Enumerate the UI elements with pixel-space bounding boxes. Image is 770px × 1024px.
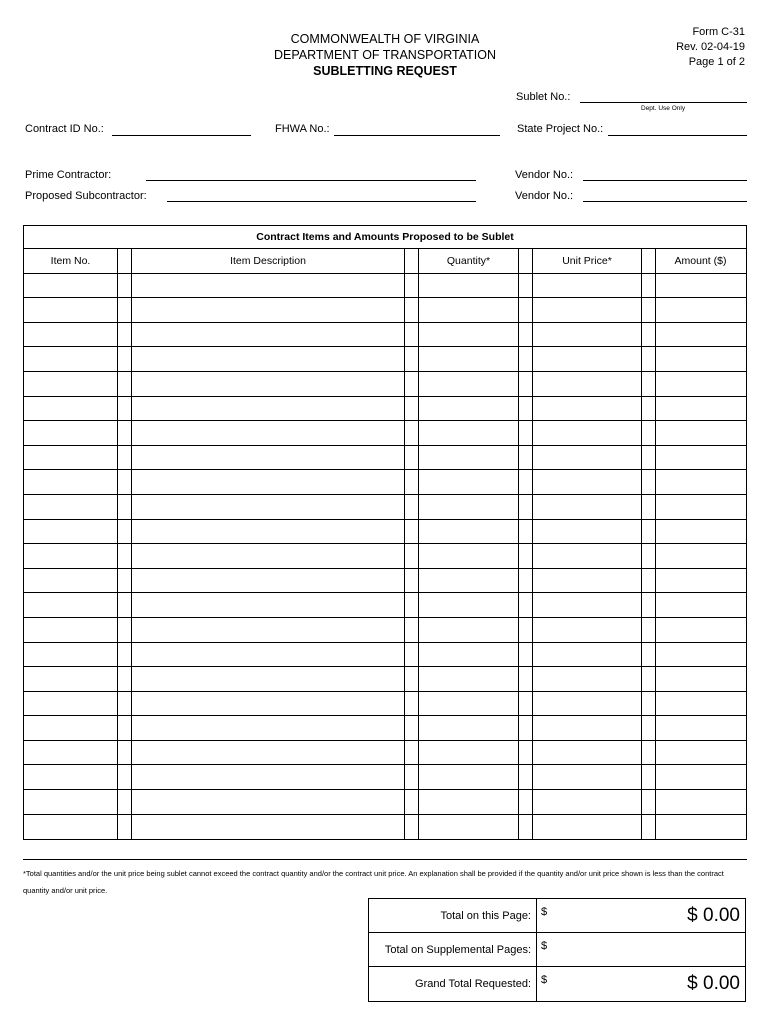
total-supplemental-row <box>369 933 745 967</box>
spacer-cell <box>642 618 656 642</box>
table-header-row <box>24 249 746 274</box>
spacer-cell <box>118 421 132 445</box>
table-row <box>24 692 746 717</box>
spacer-cell <box>642 274 656 298</box>
unit-price-cell[interactable] <box>533 618 642 642</box>
form-number: Form C-31 <box>692 26 745 38</box>
unit-price-cell[interactable] <box>533 274 642 298</box>
item-no-cell[interactable] <box>24 298 118 322</box>
unit-price-cell[interactable] <box>533 667 642 691</box>
unit-price-cell[interactable] <box>533 790 642 814</box>
item-no-cell[interactable] <box>24 323 118 347</box>
amount-cell[interactable] <box>656 618 745 642</box>
grand-total-value: $ 0.00 <box>687 973 740 994</box>
fhwa-no-field[interactable] <box>334 135 500 136</box>
total-page-field[interactable] <box>537 899 745 932</box>
spacer-cell <box>405 815 419 840</box>
spacer-cell <box>118 470 132 494</box>
spacer-cell <box>642 520 656 544</box>
spacer-cell <box>118 569 132 593</box>
spacer-cell <box>118 765 132 789</box>
spacer-cell <box>519 323 533 347</box>
quantity-cell[interactable] <box>419 495 519 519</box>
item-no-cell[interactable] <box>24 643 118 667</box>
item-no-cell[interactable] <box>24 569 118 593</box>
amount-cell[interactable] <box>656 298 745 322</box>
quantity-cell[interactable] <box>419 397 519 421</box>
item-no-cell[interactable] <box>24 397 118 421</box>
unit-price-cell[interactable] <box>533 643 642 667</box>
spacer-cell <box>642 446 656 470</box>
item-no-cell[interactable] <box>24 593 118 617</box>
spacer-cell <box>405 421 419 445</box>
unit-price-cell[interactable] <box>533 520 642 544</box>
unit-price-cell[interactable] <box>533 593 642 617</box>
unit-price-cell[interactable] <box>533 815 642 840</box>
unit-price-cell[interactable] <box>533 298 642 322</box>
agency-name: COMMONWEALTH OF VIRGINIA <box>290 32 480 46</box>
amount-cell[interactable] <box>656 643 745 667</box>
spacer-cell <box>118 446 132 470</box>
unit-price-cell[interactable] <box>533 544 642 568</box>
unit-price-cell[interactable] <box>533 446 642 470</box>
quantity-cell[interactable] <box>419 298 519 322</box>
spacer-cell <box>118 274 132 298</box>
prime-contractor-field[interactable] <box>146 180 476 181</box>
total-page-label: Total on this Page: <box>369 899 537 932</box>
table-row <box>24 569 746 594</box>
quantity-cell[interactable] <box>419 667 519 691</box>
description-cell[interactable] <box>132 274 405 298</box>
table-row <box>24 298 746 323</box>
total-supplemental-label: Total on Supplemental Pages: <box>369 933 537 966</box>
quantity-cell[interactable] <box>419 372 519 396</box>
dept-use-only-note: Dept. Use Only <box>641 105 686 112</box>
quantity-cell[interactable] <box>419 765 519 789</box>
spacer-cell <box>118 593 132 617</box>
table-row <box>24 347 746 372</box>
spacer-cell <box>405 323 419 347</box>
spacer-cell <box>642 643 656 667</box>
spacer-cell <box>519 667 533 691</box>
spacer-cell <box>405 790 419 814</box>
amount-cell[interactable] <box>656 765 745 789</box>
quantity-cell[interactable] <box>419 815 519 840</box>
spacer-cell <box>405 716 419 740</box>
spacer-cell <box>519 741 533 765</box>
spacer-cell <box>118 790 132 814</box>
unit-price-cell[interactable] <box>533 495 642 519</box>
description-cell[interactable] <box>132 397 405 421</box>
col-spacer <box>642 249 656 273</box>
unit-price-cell[interactable] <box>533 716 642 740</box>
quantity-cell[interactable] <box>419 790 519 814</box>
table-row <box>24 520 746 545</box>
quantity-cell[interactable] <box>419 421 519 445</box>
spacer-cell <box>118 520 132 544</box>
amount-cell[interactable] <box>656 716 745 740</box>
amount-cell[interactable] <box>656 815 745 840</box>
spacer-cell <box>642 421 656 445</box>
description-cell[interactable] <box>132 470 405 494</box>
quantity-cell[interactable] <box>419 544 519 568</box>
amount-cell[interactable] <box>656 372 745 396</box>
amount-cell[interactable] <box>656 470 745 494</box>
item-no-cell[interactable] <box>24 618 118 642</box>
col-spacer <box>519 249 533 273</box>
spacer-cell <box>118 741 132 765</box>
total-page-row <box>369 899 745 933</box>
amount-cell[interactable] <box>656 397 745 421</box>
contract-id-field[interactable] <box>112 135 251 136</box>
item-no-cell[interactable] <box>24 372 118 396</box>
spacer-cell <box>519 790 533 814</box>
table-row <box>24 618 746 643</box>
total-supplemental-field[interactable] <box>537 933 745 966</box>
sublet-no-label: Sublet No.: <box>516 91 571 103</box>
totals-box <box>368 898 746 1002</box>
spacer-cell <box>519 372 533 396</box>
spacer-cell <box>519 716 533 740</box>
spacer-cell <box>642 815 656 840</box>
spacer-cell <box>405 495 419 519</box>
state-project-no-label: State Project No.: <box>517 123 604 135</box>
table-row <box>24 643 746 668</box>
spacer-cell <box>118 618 132 642</box>
grand-total-label: Grand Total Requested: <box>369 967 537 1001</box>
item-no-cell[interactable] <box>24 274 118 298</box>
description-cell[interactable] <box>132 298 405 322</box>
currency-symbol: $ <box>541 974 548 986</box>
spacer-cell <box>405 569 419 593</box>
amount-cell[interactable] <box>656 347 745 371</box>
spacer-cell <box>519 520 533 544</box>
item-no-cell[interactable] <box>24 446 118 470</box>
unit-price-cell[interactable] <box>533 397 642 421</box>
amount-cell[interactable] <box>656 323 745 347</box>
spacer-cell <box>519 446 533 470</box>
spacer-cell <box>642 593 656 617</box>
spacer-cell <box>642 790 656 814</box>
spacer-cell <box>405 643 419 667</box>
spacer-cell <box>405 765 419 789</box>
amount-cell[interactable] <box>656 520 745 544</box>
spacer-cell <box>519 593 533 617</box>
spacer-cell <box>405 618 419 642</box>
unit-price-cell[interactable] <box>533 347 642 371</box>
description-cell[interactable] <box>132 323 405 347</box>
table-row <box>24 274 746 299</box>
amount-cell[interactable] <box>656 790 745 814</box>
spacer-cell <box>642 569 656 593</box>
table-row <box>24 446 746 471</box>
spacer-cell <box>519 618 533 642</box>
table-row <box>24 593 746 618</box>
item-no-cell[interactable] <box>24 520 118 544</box>
vendor-no-label-1: Vendor No.: <box>515 169 574 181</box>
spacer-cell <box>519 347 533 371</box>
grand-total-row <box>369 967 745 1001</box>
grand-total-field[interactable] <box>537 967 745 1001</box>
table-row <box>24 323 746 348</box>
spacer-cell <box>642 741 656 765</box>
quantity-cell[interactable] <box>419 593 519 617</box>
table-row <box>24 397 746 422</box>
spacer-cell <box>519 815 533 840</box>
spacer-cell <box>519 643 533 667</box>
footnote: *Total quantities and/or the unit price being sublet cannot exceed the contract quantity and/or the contract unit price. An explanation shall be provided if the quantity and/or unit price shown is less than the contract quantity and/or unit price. <box>23 869 724 895</box>
spacer-cell <box>405 397 419 421</box>
amount-cell[interactable] <box>656 692 745 716</box>
spacer-cell <box>519 569 533 593</box>
description-cell[interactable] <box>132 520 405 544</box>
spacer-cell <box>642 470 656 494</box>
spacer-cell <box>642 692 656 716</box>
description-cell[interactable] <box>132 815 405 840</box>
unit-price-cell[interactable] <box>533 372 642 396</box>
spacer-cell <box>642 667 656 691</box>
item-no-cell[interactable] <box>24 421 118 445</box>
spacer-cell <box>519 274 533 298</box>
description-cell[interactable] <box>132 372 405 396</box>
spacer-cell <box>118 667 132 691</box>
spacer-cell <box>642 495 656 519</box>
description-cell[interactable] <box>132 446 405 470</box>
amount-cell[interactable] <box>656 741 745 765</box>
spacer-cell <box>118 643 132 667</box>
spacer-cell <box>642 397 656 421</box>
table-row <box>24 741 746 766</box>
description-cell[interactable] <box>132 643 405 667</box>
table-row <box>24 790 746 815</box>
spacer-cell <box>405 274 419 298</box>
description-cell[interactable] <box>132 347 405 371</box>
spacer-cell <box>405 347 419 371</box>
amount-cell[interactable] <box>656 544 745 568</box>
spacer-cell <box>405 520 419 544</box>
spacer-cell <box>642 347 656 371</box>
state-project-no-field[interactable] <box>608 135 747 136</box>
description-cell[interactable] <box>132 716 405 740</box>
amount-cell[interactable] <box>656 446 745 470</box>
spacer-cell <box>519 692 533 716</box>
quantity-cell[interactable] <box>419 520 519 544</box>
table-row <box>24 470 746 495</box>
prime-contractor-label: Prime Contractor: <box>25 169 112 181</box>
vendor-no-label-2: Vendor No.: <box>515 190 574 202</box>
table-title: Contract Items and Amounts Proposed to be Sublet <box>24 226 746 249</box>
total-page-value: $ 0.00 <box>687 905 740 926</box>
spacer-cell <box>405 470 419 494</box>
unit-price-cell[interactable] <box>533 470 642 494</box>
description-cell[interactable] <box>132 667 405 691</box>
spacer-cell <box>642 765 656 789</box>
spacer-cell <box>642 372 656 396</box>
table-row <box>24 495 746 520</box>
vendor-no-field-1[interactable] <box>583 180 747 181</box>
spacer-cell <box>118 347 132 371</box>
table-row <box>24 815 746 840</box>
quantity-cell[interactable] <box>419 347 519 371</box>
spacer-cell <box>118 397 132 421</box>
col-spacer <box>405 249 419 273</box>
quantity-cell[interactable] <box>419 716 519 740</box>
item-no-cell[interactable] <box>24 741 118 765</box>
description-cell[interactable] <box>132 544 405 568</box>
amount-cell[interactable] <box>656 274 745 298</box>
spacer-cell <box>519 765 533 789</box>
spacer-cell <box>519 421 533 445</box>
spacer-cell <box>519 470 533 494</box>
form-title: SUBLETTING REQUEST <box>313 64 457 78</box>
table-row <box>24 372 746 397</box>
col-amount: Amount ($) <box>674 254 727 267</box>
page-indicator: Page 1 of 2 <box>688 56 745 68</box>
quantity-cell[interactable] <box>419 618 519 642</box>
table-body <box>24 274 746 840</box>
amount-cell[interactable] <box>656 421 745 445</box>
amount-cell[interactable] <box>656 495 745 519</box>
quantity-cell[interactable] <box>419 643 519 667</box>
description-cell[interactable] <box>132 495 405 519</box>
spacer-cell <box>118 495 132 519</box>
spacer-cell <box>519 544 533 568</box>
item-no-cell[interactable] <box>24 495 118 519</box>
spacer-cell <box>118 692 132 716</box>
spacer-cell <box>519 298 533 322</box>
quantity-cell[interactable] <box>419 741 519 765</box>
spacer-cell <box>118 544 132 568</box>
description-cell[interactable] <box>132 569 405 593</box>
spacer-cell <box>405 593 419 617</box>
unit-price-cell[interactable] <box>533 692 642 716</box>
item-no-cell[interactable] <box>24 765 118 789</box>
col-item-no: Item No. <box>24 249 118 273</box>
divider <box>23 859 747 860</box>
proposed-subcontractor-field[interactable] <box>167 201 476 202</box>
spacer-cell <box>405 692 419 716</box>
item-no-cell[interactable] <box>24 347 118 371</box>
quantity-cell[interactable] <box>419 323 519 347</box>
quantity-cell[interactable] <box>419 692 519 716</box>
table-row <box>24 716 746 741</box>
spacer-cell <box>118 815 132 840</box>
quantity-cell[interactable] <box>419 274 519 298</box>
contract-id-label: Contract ID No.: <box>25 123 104 135</box>
table-row <box>24 765 746 790</box>
quantity-cell[interactable] <box>419 446 519 470</box>
spacer-cell <box>642 323 656 347</box>
table-row <box>24 667 746 692</box>
item-no-cell[interactable] <box>24 790 118 814</box>
proposed-subcontractor-label: Proposed Subcontractor: <box>25 190 147 202</box>
form-revision: Rev. 02-04-19 <box>676 41 745 53</box>
currency-symbol: $ <box>541 906 548 918</box>
description-cell[interactable] <box>132 593 405 617</box>
unit-price-cell[interactable] <box>533 323 642 347</box>
col-spacer <box>118 249 132 273</box>
col-quantity: Quantity* <box>419 249 519 273</box>
unit-price-cell[interactable] <box>533 569 642 593</box>
description-cell[interactable] <box>132 765 405 789</box>
items-table <box>23 225 747 840</box>
amount-cell[interactable] <box>656 667 745 691</box>
item-no-cell[interactable] <box>24 815 118 840</box>
description-cell[interactable] <box>132 790 405 814</box>
unit-price-cell[interactable] <box>533 741 642 765</box>
spacer-cell <box>519 397 533 421</box>
spacer-cell <box>405 298 419 322</box>
spacer-cell <box>519 495 533 519</box>
col-item-description: Item Description <box>132 249 405 273</box>
col-unit-price: Unit Price* <box>533 249 642 273</box>
spacer-cell <box>642 716 656 740</box>
spacer-cell <box>405 741 419 765</box>
description-cell[interactable] <box>132 421 405 445</box>
vendor-no-field-2[interactable] <box>583 201 747 202</box>
item-no-cell[interactable] <box>24 544 118 568</box>
unit-price-cell[interactable] <box>533 421 642 445</box>
item-no-cell[interactable] <box>24 667 118 691</box>
sublet-no-field[interactable] <box>580 102 747 103</box>
amount-cell[interactable] <box>656 593 745 617</box>
spacer-cell <box>642 298 656 322</box>
amount-cell[interactable] <box>656 569 745 593</box>
spacer-cell <box>405 544 419 568</box>
quantity-cell[interactable] <box>419 569 519 593</box>
description-cell[interactable] <box>132 692 405 716</box>
spacer-cell <box>118 716 132 740</box>
table-row <box>24 544 746 569</box>
item-no-cell[interactable] <box>24 716 118 740</box>
spacer-cell <box>642 544 656 568</box>
item-no-cell[interactable] <box>24 470 118 494</box>
quantity-cell[interactable] <box>419 470 519 494</box>
unit-price-cell[interactable] <box>533 765 642 789</box>
spacer-cell <box>405 667 419 691</box>
spacer-cell <box>405 446 419 470</box>
spacer-cell <box>405 372 419 396</box>
fhwa-no-label: FHWA No.: <box>275 123 330 135</box>
spacer-cell <box>118 323 132 347</box>
spacer-cell <box>118 372 132 396</box>
spacer-cell <box>118 298 132 322</box>
table-row <box>24 421 746 446</box>
description-cell[interactable] <box>132 618 405 642</box>
currency-symbol: $ <box>541 940 548 952</box>
department-name: DEPARTMENT OF TRANSPORTATION <box>273 48 496 62</box>
description-cell[interactable] <box>132 741 405 765</box>
item-no-cell[interactable] <box>24 692 118 716</box>
